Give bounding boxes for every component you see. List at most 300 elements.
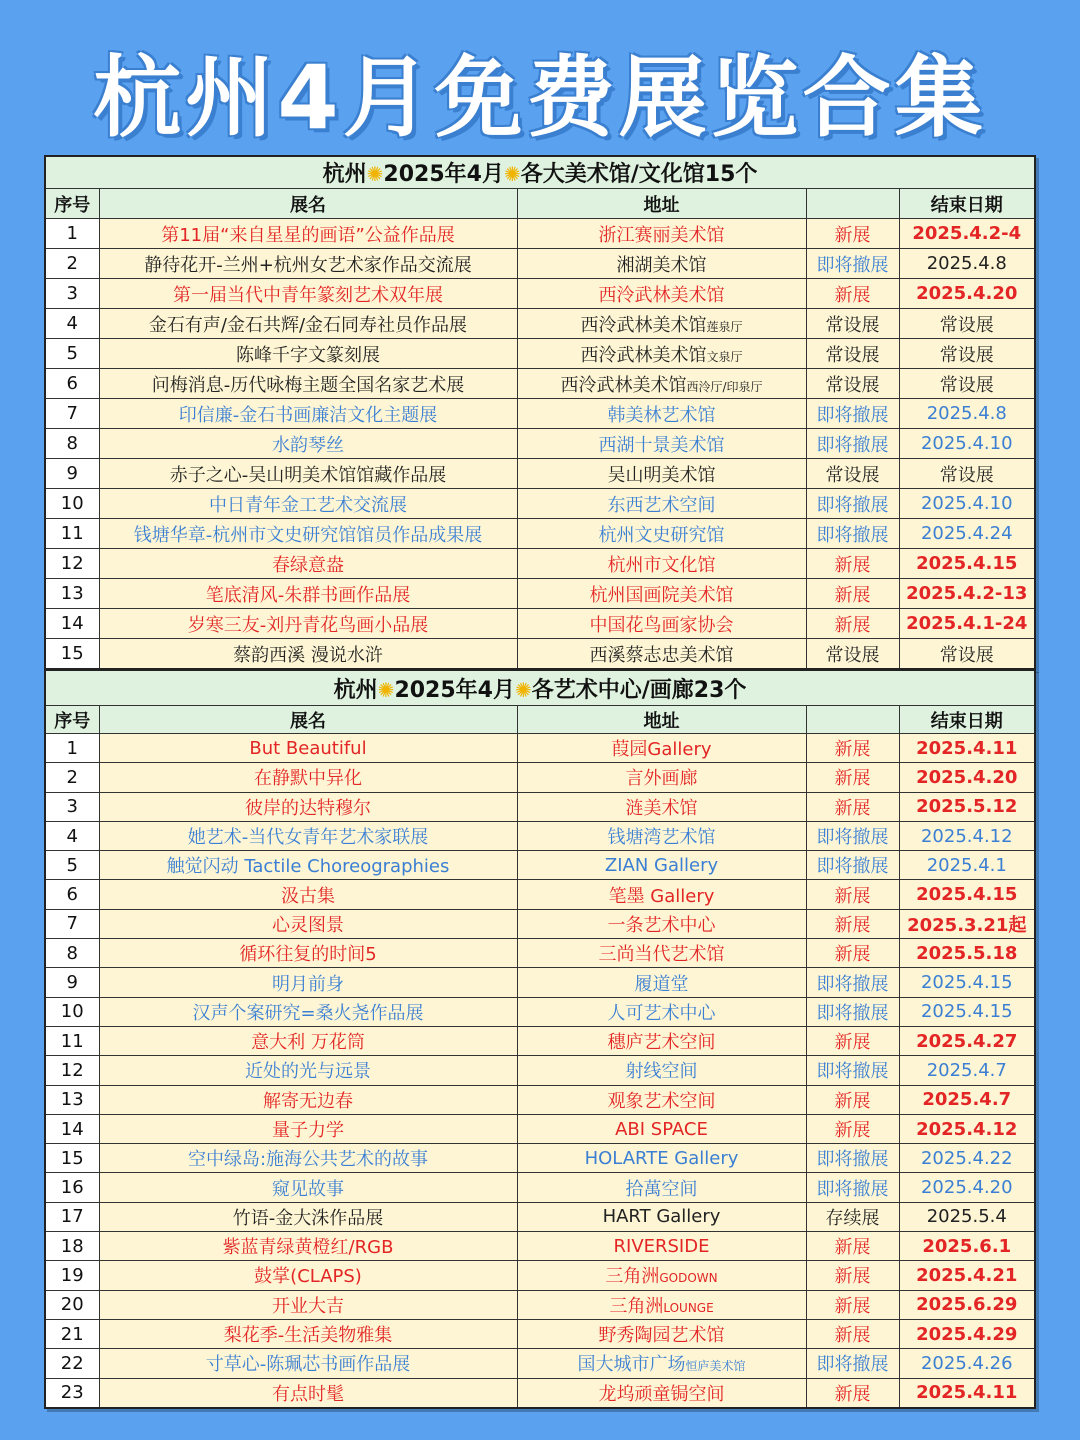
exhibition-address <box>517 939 806 968</box>
table-row <box>45 1173 1035 1202</box>
exhibition-name: 解寄无边春 <box>99 1085 517 1114</box>
exhibition-status: 即将撤展 <box>806 1056 899 1085</box>
exhibition-status: 新展 <box>806 1085 899 1114</box>
row-number: 16 <box>45 1173 99 1202</box>
row-number: 1 <box>45 734 99 763</box>
exhibition-address <box>517 1026 806 1055</box>
exhibition-name: 竹语-金大洙作品展 <box>99 1202 517 1231</box>
table-row <box>45 792 1035 821</box>
header-status <box>806 706 899 734</box>
exhibition-status: 即将撤展 <box>806 997 899 1026</box>
row-number: 15 <box>45 1144 99 1173</box>
header-end-date: 结束日期 <box>899 189 1035 219</box>
address-text: 韩美林艺术馆 <box>607 404 716 426</box>
table-row <box>45 219 1035 249</box>
exhibition-status: 常设展 <box>806 369 899 399</box>
exhibition-address <box>517 1261 806 1290</box>
address-text: 钱塘湾艺术馆 <box>607 827 716 849</box>
row-number: 7 <box>45 909 99 938</box>
end-date: 常设展 <box>899 369 1035 399</box>
row-number: 2 <box>45 763 99 792</box>
end-date: 2025.4.29 <box>899 1319 1035 1348</box>
address-hall: 西泠厅/印泉厅 <box>686 379 763 394</box>
address-text: 穗庐艺术空间 <box>607 1032 716 1054</box>
exhibition-name: 她艺术-当代女青年艺术家联展 <box>99 821 517 850</box>
row-number: 12 <box>45 1056 99 1085</box>
table-row <box>45 939 1035 968</box>
exhibition-name: 水韵琴丝 <box>99 429 517 459</box>
exhibition-status: 常设展 <box>806 339 899 369</box>
exhibition-name: 开业大吉 <box>99 1290 517 1319</box>
address-text: 西泠武林美术馆 <box>598 284 725 306</box>
address-text: 一条艺术中心 <box>607 914 716 936</box>
gallery-table-body <box>45 734 1035 1408</box>
end-date: 2025.4.27 <box>899 1026 1035 1055</box>
address-hall: 文泉厅 <box>706 349 743 364</box>
exhibition-name: 心灵图景 <box>99 909 517 938</box>
exhibition-name: 汲古集 <box>99 880 517 909</box>
address-text: 涟美术馆 <box>625 797 698 819</box>
gallery-table-section <box>44 669 1034 1409</box>
row-number: 8 <box>45 939 99 968</box>
table-row <box>45 1085 1035 1114</box>
exhibition-name: 意大利 万花筒 <box>99 1026 517 1055</box>
row-number: 10 <box>45 997 99 1026</box>
exhibition-name: 汉声个案研究=桑火尧作品展 <box>99 997 517 1026</box>
header-end-date: 结束日期 <box>899 706 1035 734</box>
address-text: ZIAN Gallery <box>604 854 719 876</box>
end-date: 2025.4.24 <box>899 519 1035 549</box>
header-num: 序号 <box>45 189 99 219</box>
section-title-prefix: 杭州 <box>333 677 378 703</box>
exhibition-address <box>517 1290 806 1319</box>
end-date: 2025.4.20 <box>899 1173 1035 1202</box>
table-row <box>45 609 1035 639</box>
exhibition-status: 新展 <box>806 579 899 609</box>
table-row <box>45 249 1035 279</box>
end-date: 2025.4.8 <box>899 399 1035 429</box>
exhibition-address <box>517 549 806 579</box>
end-date: 常设展 <box>899 639 1035 670</box>
address-text: 吴山明美术馆 <box>607 464 716 486</box>
table-row <box>45 1056 1035 1085</box>
section-title-prefix: 杭州 <box>322 162 367 187</box>
sun-icon: ✺ <box>366 162 384 186</box>
address-hall: 恒庐美术馆 <box>685 1359 746 1374</box>
row-number: 21 <box>45 1319 99 1348</box>
header-status <box>806 189 899 219</box>
table-row <box>45 279 1035 309</box>
sun-icon: ✺ <box>503 162 521 186</box>
address-text: 中国花鸟画家协会 <box>589 614 734 636</box>
exhibition-status: 新展 <box>806 1026 899 1055</box>
row-number: 4 <box>45 309 99 339</box>
exhibition-status: 新展 <box>806 279 899 309</box>
exhibition-address <box>517 792 806 821</box>
address-text: 湘湖美术馆 <box>616 254 707 276</box>
exhibition-address <box>517 1173 806 1202</box>
address-text: 浙江赛丽美术馆 <box>598 224 725 246</box>
table-row <box>45 1144 1035 1173</box>
exhibition-address <box>517 909 806 938</box>
exhibition-name: 紫蓝青绿黄橙红/RGB <box>99 1232 517 1261</box>
exhibition-status: 存续展 <box>806 1202 899 1231</box>
museum-table-section <box>44 155 1034 670</box>
address-text: RIVERSIDE <box>613 1235 710 1257</box>
address-text: 拾萬空间 <box>625 1178 698 1200</box>
exhibition-name: 量子力学 <box>99 1114 517 1143</box>
end-date: 2025.4.10 <box>899 429 1035 459</box>
exhibition-address <box>517 309 806 339</box>
exhibition-status: 新展 <box>806 1319 899 1348</box>
row-number: 9 <box>45 459 99 489</box>
row-number: 22 <box>45 1349 99 1378</box>
exhibition-address <box>517 639 806 670</box>
end-date: 2025.4.22 <box>899 1144 1035 1173</box>
table-row <box>45 734 1035 763</box>
address-text: 西泠武林美术馆 <box>580 344 707 366</box>
section-title <box>45 156 1035 189</box>
table-row <box>45 1349 1035 1378</box>
exhibition-status: 常设展 <box>806 309 899 339</box>
row-number: 3 <box>45 792 99 821</box>
exhibition-name: 蔡韵西溪 漫说水浒 <box>99 639 517 670</box>
row-number: 10 <box>45 489 99 519</box>
address-text: 杭州文史研究馆 <box>598 524 725 546</box>
exhibition-name: 近处的光与远景 <box>99 1056 517 1085</box>
exhibition-name: 中日青年金工艺术交流展 <box>99 489 517 519</box>
address-text: 观象艺术空间 <box>607 1090 716 1112</box>
table-row <box>45 1114 1035 1143</box>
exhibition-name: 问梅消息-历代咏梅主题全国名家艺术展 <box>99 369 517 399</box>
table-row <box>45 519 1035 549</box>
exhibition-name: 春绿意盎 <box>99 549 517 579</box>
exhibition-address <box>517 1232 806 1261</box>
exhibition-name: 空中绿岛:施海公共艺术的故事 <box>99 1144 517 1173</box>
exhibition-address <box>517 821 806 850</box>
exhibition-address <box>517 459 806 489</box>
header-name: 展名 <box>99 706 517 734</box>
exhibition-status: 即将撤展 <box>806 968 899 997</box>
row-number: 6 <box>45 880 99 909</box>
end-date: 2025.3.21起 <box>899 909 1035 938</box>
table-row <box>45 1026 1035 1055</box>
end-date: 2025.4.20 <box>899 279 1035 309</box>
address-text: 杭州国画院美术馆 <box>589 584 734 606</box>
table-row <box>45 339 1035 369</box>
table-row <box>45 1261 1035 1290</box>
exhibition-name: 寸草心-陈珮芯书画作品展 <box>99 1349 517 1378</box>
exhibition-address <box>517 1349 806 1378</box>
exhibition-name: 第11届“来自星星的画语”公益作品展 <box>99 219 517 249</box>
end-date: 2025.4.12 <box>899 821 1035 850</box>
exhibition-address <box>517 1202 806 1231</box>
exhibition-name: 明月前身 <box>99 968 517 997</box>
exhibition-name: 鼓掌(CLAPS) <box>99 1261 517 1290</box>
table-row <box>45 1232 1035 1261</box>
address-text: HART Gallery <box>602 1206 721 1228</box>
exhibition-address <box>517 369 806 399</box>
end-date: 2025.4.11 <box>899 1378 1035 1408</box>
exhibition-name: 静待花开-兰州+杭州女艺术家作品交流展 <box>99 249 517 279</box>
row-number: 11 <box>45 519 99 549</box>
gallery-table <box>44 669 1036 1409</box>
exhibition-status: 常设展 <box>806 459 899 489</box>
section-title-month: 2025年4月 <box>394 677 515 703</box>
exhibition-status: 即将撤展 <box>806 399 899 429</box>
exhibition-name: 笔底清风-朱群书画作品展 <box>99 579 517 609</box>
address-text: 杭州市文化馆 <box>607 554 716 576</box>
table-row <box>45 549 1035 579</box>
header-address: 地址 <box>517 189 806 219</box>
end-date: 常设展 <box>899 309 1035 339</box>
address-text: HOLARTE Gallery <box>584 1147 739 1169</box>
exhibition-address <box>517 579 806 609</box>
row-number: 15 <box>45 639 99 670</box>
row-number: 5 <box>45 339 99 369</box>
address-text: 三尚当代艺术馆 <box>598 944 725 966</box>
exhibition-status: 新展 <box>806 1261 899 1290</box>
exhibition-status: 新展 <box>806 792 899 821</box>
row-number: 19 <box>45 1261 99 1290</box>
row-number: 9 <box>45 968 99 997</box>
address-text: 三角洲 <box>605 1266 660 1288</box>
end-date: 2025.4.15 <box>899 997 1035 1026</box>
row-number: 1 <box>45 219 99 249</box>
section-title <box>45 670 1035 706</box>
exhibition-status: 即将撤展 <box>806 489 899 519</box>
sun-icon: ✺ <box>514 677 532 702</box>
exhibition-name: 印信廉-金石书画廉洁文化主题展 <box>99 399 517 429</box>
end-date: 2025.4.20 <box>899 763 1035 792</box>
exhibition-address <box>517 763 806 792</box>
address-text: 国大城市广场 <box>577 1354 686 1376</box>
row-number: 5 <box>45 851 99 880</box>
exhibition-name: 有点时髦 <box>99 1378 517 1408</box>
address-text: 射线空间 <box>625 1061 698 1083</box>
row-number: 4 <box>45 821 99 850</box>
exhibition-name: 彼岸的达特穆尔 <box>99 792 517 821</box>
exhibition-status: 即将撤展 <box>806 519 899 549</box>
exhibition-status: 即将撤展 <box>806 1144 899 1173</box>
exhibition-address <box>517 429 806 459</box>
table-row <box>45 880 1035 909</box>
end-date: 2025.6.1 <box>899 1232 1035 1261</box>
table-row <box>45 851 1035 880</box>
exhibition-address <box>517 1114 806 1143</box>
row-number: 2 <box>45 249 99 279</box>
end-date: 2025.4.1-24 <box>899 609 1035 639</box>
exhibition-address <box>517 249 806 279</box>
exhibition-status: 新展 <box>806 1114 899 1143</box>
address-text: 东西艺术空间 <box>607 494 716 516</box>
address-text: 人可艺术中心 <box>607 1002 716 1024</box>
row-number: 14 <box>45 1114 99 1143</box>
end-date: 常设展 <box>899 459 1035 489</box>
exhibition-status: 新展 <box>806 1232 899 1261</box>
exhibition-name: 赤子之心-吴山明美术馆馆藏作品展 <box>99 459 517 489</box>
table-row <box>45 639 1035 670</box>
table-row <box>45 821 1035 850</box>
exhibition-status: 新展 <box>806 939 899 968</box>
exhibition-address <box>517 219 806 249</box>
address-text: 葭园Gallery <box>611 739 712 761</box>
section-title-suffix: 各艺术中心/画廊23个 <box>531 677 747 703</box>
exhibition-address <box>517 734 806 763</box>
address-text: 西溪蔡志忠美术馆 <box>589 644 734 666</box>
end-date: 2025.4.7 <box>899 1085 1035 1114</box>
end-date: 2025.4.12 <box>899 1114 1035 1143</box>
end-date: 常设展 <box>899 339 1035 369</box>
address-text: 三角洲 <box>609 1295 664 1317</box>
section-title-month: 2025年4月 <box>383 162 504 187</box>
row-number: 17 <box>45 1202 99 1231</box>
table-row <box>45 1378 1035 1408</box>
address-text: 西泠武林美术馆 <box>560 374 687 396</box>
exhibition-status: 新展 <box>806 219 899 249</box>
museum-table-body <box>45 219 1035 670</box>
exhibition-address <box>517 489 806 519</box>
table-row <box>45 909 1035 938</box>
exhibition-address <box>517 339 806 369</box>
row-number: 11 <box>45 1026 99 1055</box>
exhibition-address <box>517 1056 806 1085</box>
end-date: 2025.4.2-4 <box>899 219 1035 249</box>
row-number: 13 <box>45 579 99 609</box>
end-date: 2025.4.15 <box>899 880 1035 909</box>
table-row <box>45 429 1035 459</box>
exhibition-name: 金石有声/金石共辉/金石同寿社员作品展 <box>99 309 517 339</box>
table-row <box>45 1319 1035 1348</box>
exhibition-address <box>517 609 806 639</box>
end-date: 2025.4.15 <box>899 968 1035 997</box>
exhibition-address <box>517 997 806 1026</box>
address-hall: LOUNGE <box>663 1300 714 1315</box>
exhibition-name: 触觉闪动 Tactile Choreographies <box>99 851 517 880</box>
exhibition-status: 即将撤展 <box>806 249 899 279</box>
end-date: 2025.4.2-13 <box>899 579 1035 609</box>
end-date: 2025.5.12 <box>899 792 1035 821</box>
row-number: 6 <box>45 369 99 399</box>
end-date: 2025.6.29 <box>899 1290 1035 1319</box>
end-date: 2025.4.21 <box>899 1261 1035 1290</box>
sun-icon: ✺ <box>377 677 395 702</box>
exhibition-address <box>517 399 806 429</box>
table-row <box>45 968 1035 997</box>
table-row <box>45 763 1035 792</box>
header-address: 地址 <box>517 706 806 734</box>
exhibition-name: 循环往复的时间5 <box>99 939 517 968</box>
address-text: 履道堂 <box>634 973 689 995</box>
end-date: 2025.4.11 <box>899 734 1035 763</box>
end-date: 2025.5.18 <box>899 939 1035 968</box>
exhibition-address <box>517 1144 806 1173</box>
row-number: 20 <box>45 1290 99 1319</box>
museum-table <box>44 155 1036 670</box>
row-number: 8 <box>45 429 99 459</box>
exhibition-status: 新展 <box>806 909 899 938</box>
end-date: 2025.4.7 <box>899 1056 1035 1085</box>
exhibition-status: 即将撤展 <box>806 821 899 850</box>
exhibition-address <box>517 851 806 880</box>
exhibition-name: 第一届当代中青年篆刻艺术双年展 <box>99 279 517 309</box>
exhibition-address <box>517 880 806 909</box>
exhibition-address <box>517 279 806 309</box>
exhibition-status: 新展 <box>806 734 899 763</box>
exhibition-name: 梨花季-生活美物雅集 <box>99 1319 517 1348</box>
end-date: 2025.4.1 <box>899 851 1035 880</box>
exhibition-status: 新展 <box>806 763 899 792</box>
exhibition-name: 钱塘华章-杭州市文史研究馆馆员作品成果展 <box>99 519 517 549</box>
exhibition-status: 新展 <box>806 1290 899 1319</box>
exhibition-name: 陈峰千字文篆刻展 <box>99 339 517 369</box>
exhibition-status: 即将撤展 <box>806 429 899 459</box>
address-text: 西泠武林美术馆 <box>580 314 707 336</box>
exhibition-status: 即将撤展 <box>806 1349 899 1378</box>
end-date: 2025.5.4 <box>899 1202 1035 1231</box>
table-row <box>45 309 1035 339</box>
exhibition-name: 岁寒三友-刘丹青花鸟画小品展 <box>99 609 517 639</box>
end-date: 2025.4.8 <box>899 249 1035 279</box>
row-number: 7 <box>45 399 99 429</box>
row-number: 3 <box>45 279 99 309</box>
end-date: 2025.4.10 <box>899 489 1035 519</box>
table-row <box>45 369 1035 399</box>
row-number: 13 <box>45 1085 99 1114</box>
exhibition-address <box>517 519 806 549</box>
exhibition-name: 在静默中异化 <box>99 763 517 792</box>
end-date: 2025.4.15 <box>899 549 1035 579</box>
exhibition-address <box>517 1085 806 1114</box>
table-row <box>45 1202 1035 1231</box>
header-num: 序号 <box>45 706 99 734</box>
table-row <box>45 579 1035 609</box>
address-text: 笔墨 Gallery <box>608 885 715 907</box>
exhibition-status: 新展 <box>806 609 899 639</box>
exhibition-status: 新展 <box>806 1378 899 1408</box>
address-hall: GODOWN <box>659 1271 718 1286</box>
address-text: 言外画廊 <box>625 768 698 790</box>
exhibition-status: 即将撤展 <box>806 851 899 880</box>
address-text: 西湖十景美术馆 <box>598 434 725 456</box>
address-text: ABI SPACE <box>615 1118 708 1140</box>
exhibition-address <box>517 1319 806 1348</box>
exhibition-status: 新展 <box>806 549 899 579</box>
exhibition-address <box>517 968 806 997</box>
end-date: 2025.4.26 <box>899 1349 1035 1378</box>
table-row <box>45 489 1035 519</box>
exhibition-address <box>517 1378 806 1408</box>
table-row <box>45 1290 1035 1319</box>
row-number: 14 <box>45 609 99 639</box>
exhibition-status: 常设展 <box>806 639 899 670</box>
address-text: 野秀陶园艺术馆 <box>598 1325 725 1347</box>
address-hall: 莲泉厅 <box>706 319 743 334</box>
row-number: 18 <box>45 1232 99 1261</box>
table-row <box>45 997 1035 1026</box>
exhibition-name: But Beautiful <box>99 734 517 763</box>
header-name: 展名 <box>99 189 517 219</box>
row-number: 12 <box>45 549 99 579</box>
table-row <box>45 399 1035 429</box>
exhibition-status: 新展 <box>806 880 899 909</box>
table-row <box>45 459 1035 489</box>
exhibition-status: 即将撤展 <box>806 1173 899 1202</box>
section-title-suffix: 各大美术馆/文化馆15个 <box>520 162 758 187</box>
row-number: 23 <box>45 1378 99 1408</box>
exhibition-name: 窥见故事 <box>99 1173 517 1202</box>
address-text: 龙坞顽童锔空间 <box>598 1383 725 1405</box>
